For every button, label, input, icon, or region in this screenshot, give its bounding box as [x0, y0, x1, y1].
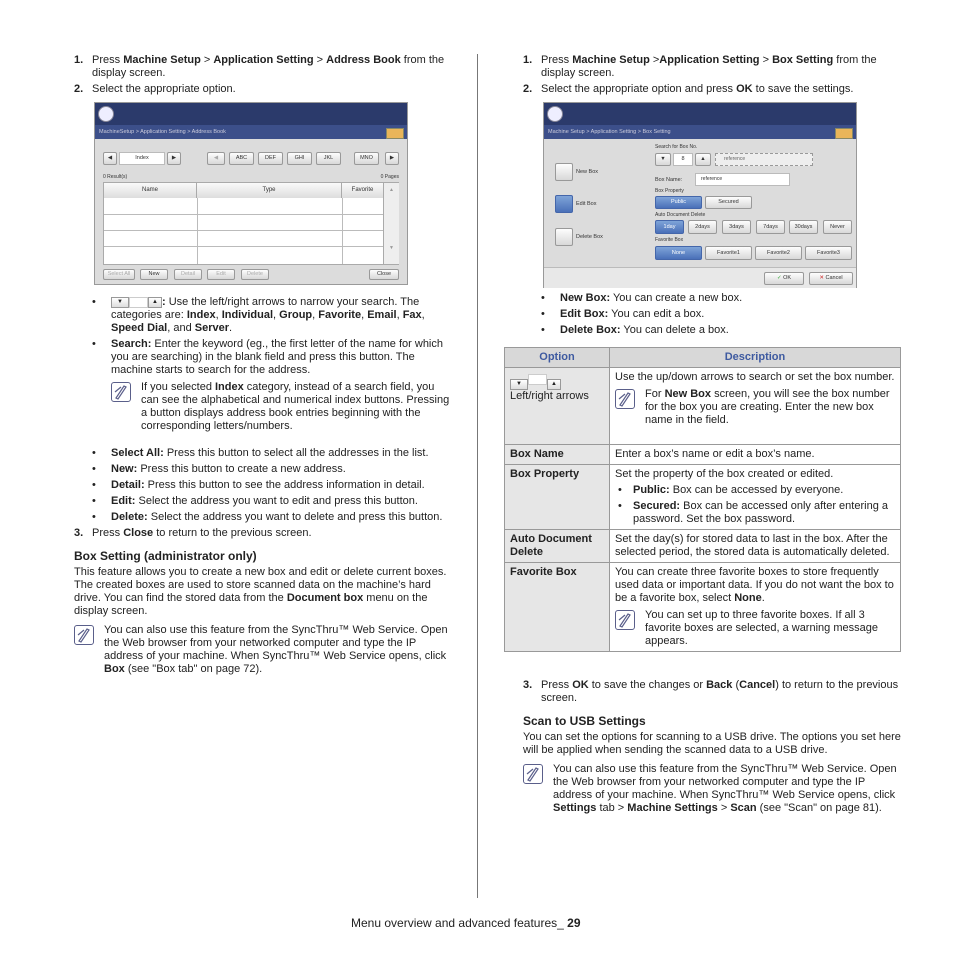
edit-box-label: Edit Box [576, 201, 597, 207]
favorite-box-label: Favorite Box [655, 237, 684, 243]
delete-option[interactable]: 7days [756, 220, 785, 234]
note-new-box: For New Box screen, you will see the box number for the box you are creating. Enter the new box name in the field. [615, 388, 895, 427]
left-column-lower [74, 296, 450, 676]
note-favorite: You can set up to three favorite boxes. If all 3 favorite boxes are selected, a warning message appears. [615, 609, 895, 648]
bullet-select-all: • Select All: Press this button to select all the addresses in the list. [74, 447, 450, 460]
delete-button[interactable]: Delete [241, 269, 269, 280]
favorite-option[interactable]: None [655, 246, 702, 260]
note-icon [523, 764, 543, 784]
table-row [505, 563, 901, 652]
option-box-property: Box Property [505, 465, 610, 530]
page-footer: Menu overview and advanced features_ 29 [351, 916, 581, 930]
value-field-icon [129, 297, 148, 308]
home-icon[interactable] [98, 106, 114, 122]
box-setting-screen [543, 102, 857, 288]
step-1: 1. Press Machine Setup > Application Setting > Address Book from the display screen. [74, 54, 445, 79]
public-bullet: • Public: Box can be accessed by everyone. [615, 484, 895, 497]
delete-option[interactable]: 30days [789, 220, 818, 234]
detail-button[interactable]: Detail [174, 269, 202, 280]
search-box-label: Search for Box No. [655, 144, 698, 150]
column-header-type[interactable]: Type [197, 183, 342, 198]
box-setting-paragraph: This feature allows you to create a new box and edit or delete current boxes. The created boxes are used to store scanned data on the machine’s hard drive. You can find the stored data from the Document box menu on the display screen. [74, 566, 447, 617]
page-number: 29 [567, 916, 581, 930]
cancel-button[interactable]: ✕ Cancel [809, 272, 853, 285]
new-box-label: New Box [576, 169, 599, 175]
close-icon: ✕ [819, 275, 824, 281]
step-3: 3. Press OK to save the changes or Back (Cancel) to return to the previous screen. [523, 679, 899, 704]
index-right-arrow[interactable]: ▶ [167, 152, 181, 165]
letter-button[interactable]: ABC [229, 152, 254, 165]
letter-button[interactable]: JKL [316, 152, 341, 165]
table-row [505, 530, 901, 563]
note-syncthru-scan: You can also use this feature from the SyncThru™ Web Service. Open the Web browser from your networked computer and type the IP address of your machine. When SyncThru™ Web Service opens, click Settings tab > Machine Settings > Scan (see "Scan" on page 81). [523, 763, 903, 815]
bullet-detail: • Detail: Press this button to see the address information in detail. [74, 479, 450, 492]
result-count: 0 Result(s) [103, 174, 128, 180]
up-arrow-icon: ▲ [547, 379, 561, 390]
scan-usb-paragraph: You can set the options for scanning to a USB drive. The options you set here will be applied when sending the scanned data to a USB drive. [523, 731, 901, 756]
header-description: Description [610, 348, 901, 368]
down-arrow-icon: ▼ [510, 379, 528, 390]
step-2: 2. Select the appropriate option. [74, 83, 236, 95]
note-index: If you selected Index category, instead of a search field, you can see the alphabetical and numerical index buttons. Pressing a button displays address book entries beginning with the corresponding letters/numbers. [111, 381, 450, 433]
address-table [103, 182, 399, 265]
table-scrollbar[interactable]: ▲ ▼ [383, 183, 399, 264]
table-row [505, 368, 901, 445]
arrows-icon-group [510, 374, 604, 390]
letters-next[interactable]: ▶ [385, 152, 399, 165]
ok-button[interactable]: ✓ OK [764, 272, 804, 285]
left-column [74, 54, 450, 99]
box-down-arrow[interactable]: ▼ [655, 153, 671, 166]
box-up-arrow[interactable]: ▲ [695, 153, 711, 166]
header-option: Option [505, 348, 610, 368]
select-all-button[interactable]: Select All [103, 269, 135, 280]
delete-option[interactable]: 1day [655, 220, 684, 234]
note-icon [615, 610, 635, 630]
screen-header [544, 103, 856, 125]
table-row [505, 465, 901, 530]
note-icon [111, 382, 131, 402]
index-field: Index [119, 152, 165, 165]
option-auto-delete: Auto Document Delete [505, 530, 610, 563]
options-table [504, 347, 901, 652]
edit-button[interactable]: Edit [207, 269, 235, 280]
option-favorite-box: Favorite Box [505, 563, 610, 652]
check-icon: ✓ [776, 275, 782, 281]
home-icon[interactable] [547, 106, 563, 122]
new-button[interactable]: New [140, 269, 168, 280]
box-icon[interactable] [835, 128, 853, 139]
note-icon [74, 625, 94, 645]
page-count: 0 Pages [380, 174, 399, 180]
desc-box-name: Enter a box’s name or edit a box’s name. [610, 445, 901, 465]
up-arrow-icon: ▲ [148, 297, 162, 308]
bullet-arrows: • ▼ ▲ : Use the left/right arrows to narrow your search. The categories are: Index, Individual, Group, Favorite, Email, Fax, Speed Dial, and Server. [74, 296, 450, 335]
public-option[interactable]: Public [655, 196, 702, 209]
column-divider [477, 54, 478, 898]
bullet-new: • New: Press this button to create a new address. [74, 463, 450, 476]
address-book-screen [94, 102, 408, 285]
index-left-arrow[interactable]: ◀ [103, 152, 117, 165]
screen-header [95, 103, 407, 125]
right-column [523, 54, 903, 99]
letter-button[interactable]: GHI [287, 152, 312, 165]
delete-option[interactable]: 2days [688, 220, 717, 234]
secured-option[interactable]: Secured [705, 196, 752, 209]
address-book-icon[interactable] [386, 128, 404, 139]
box-property-label: Box Property [655, 188, 684, 194]
down-arrow-icon: ▼ [111, 297, 129, 308]
right-bullets [523, 292, 903, 340]
favorite-option[interactable]: Favorite1 [705, 246, 752, 260]
edit-box-button[interactable] [555, 195, 573, 213]
letter-button[interactable]: MNO [354, 152, 379, 165]
step-2: 2. Select the appropriate option and press OK to save the settings. [523, 83, 854, 95]
arrows-label: Left/right arrows [510, 390, 589, 402]
new-box-button[interactable] [555, 163, 573, 181]
value-field-icon [528, 374, 547, 385]
table-row [505, 445, 901, 465]
favorite-option[interactable]: Favorite2 [755, 246, 802, 260]
close-button[interactable]: Close [369, 269, 399, 280]
box-number-field[interactable]: 8 [673, 153, 693, 166]
reference-field: reference [715, 153, 813, 166]
note-icon [615, 389, 635, 409]
delete-option[interactable]: 3days [722, 220, 751, 234]
bullet-new-box: • New Box: You can create a new box. [523, 292, 903, 305]
letter-button[interactable]: DEF [258, 152, 283, 165]
delete-box-button[interactable] [555, 228, 573, 246]
box-name-input[interactable]: reference [695, 173, 790, 186]
arrows-description: Use the up/down arrows to search or set the box number. [615, 371, 895, 383]
box-setting-heading: Box Setting (administrator only) [74, 549, 257, 563]
note-syncthru-box: You can also use this feature from the SyncThru™ Web Service. Open the Web browser from your networked computer and type the IP address of your machine. When SyncThru™ Web Service opens, click Box (see "Box tab" on page 72). [74, 624, 450, 676]
letters-prev[interactable]: ◀ [207, 152, 225, 165]
option-box-name: Box Name [505, 445, 610, 465]
column-header-favorite[interactable]: Favorite [342, 183, 383, 198]
desc-box-property: Set the property of the box created or edited. [615, 468, 834, 480]
step-1: 1. Press Machine Setup >Application Setting > Box Setting from the display screen. [523, 54, 877, 79]
bullet-edit-box: • Edit Box: You can edit a box. [523, 308, 903, 321]
auto-delete-label: Auto Document Delete [655, 212, 706, 218]
secured-bullet: • Secured: Box can be accessed only after entering a password. Set the box password. [615, 500, 895, 526]
screen-breadcrumb: Machine Setup > Application Setting > Box Setting [544, 125, 856, 139]
bullet-delete: • Delete: Select the address you want to delete and press this button. [74, 511, 450, 524]
bullet-edit: • Edit: Select the address you want to edit and press this button. [74, 495, 450, 508]
bullet-search: • Search: Enter the keyword (eg., the first letter of the name for which you are searching) in the blank field and press this button. The machine starts to search for the address. [74, 338, 450, 377]
bullet-delete-box: • Delete Box: You can delete a box. [523, 324, 903, 337]
delete-option[interactable]: Never [823, 220, 852, 234]
favorite-option[interactable]: Favorite3 [805, 246, 852, 260]
delete-box-label: Delete Box [576, 234, 603, 240]
step-3: 3. Press Close to return to the previous screen. [74, 527, 312, 539]
desc-auto-delete: Set the day(s) for stored data to last in the box. After the selected period, the stored data is automatically deleted. [610, 530, 901, 563]
desc-favorite-box: You can create three favorite boxes to store frequently used data or important data. If you do not want the box to be a favorite box, select None. [615, 566, 894, 604]
right-column-lower [523, 679, 903, 815]
scan-usb-heading: Scan to USB Settings [523, 714, 646, 728]
screen-breadcrumb: MachineSetup > Application Setting > Address Book [95, 125, 407, 139]
column-header-name[interactable]: Name [104, 183, 197, 198]
box-name-label: Box Name: [655, 177, 683, 183]
